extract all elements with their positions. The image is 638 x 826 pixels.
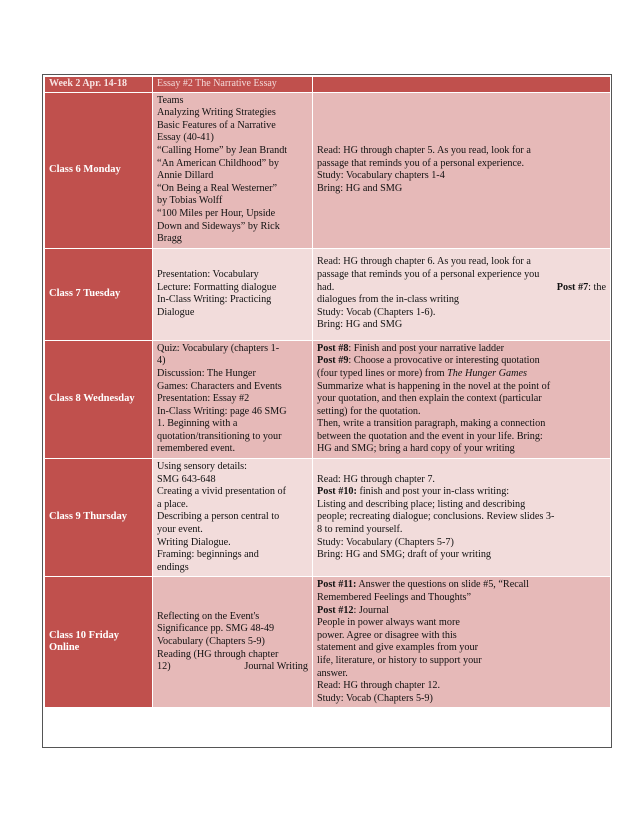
homework-line: passage that reminds you of a personal experience. [317,157,525,169]
activities-cell [153,92,313,248]
day-label: Class 8 Wednesday [45,340,153,458]
homework-line: passage that reminds you of a personal experience you [317,269,540,281]
activity-line: Annie Dillard [157,170,214,182]
homework-line: Read: HG through chapter 5. As you read, look for a [317,144,531,156]
activity-line: by Tobias Wolff [157,195,223,207]
header-empty-cell [313,77,611,93]
activity-line: your event. [157,524,203,536]
day-label: Class 9 Thursday [45,459,153,577]
homework-line [317,282,606,295]
homework-cell [313,92,611,248]
homework-line [317,355,606,368]
topic-label: Essay #2 The Narrative Essay [153,77,313,93]
post-text: : Finish and post your narrative ladder [348,342,505,354]
post-label: Post #7 [556,281,589,293]
homework-line [317,579,606,592]
activity-line: “An American Childhood” by [157,157,279,169]
activity-text: Journal Writing [244,661,308,673]
activity-line: quotation/transitioning to your [157,430,282,442]
activity-line: “Calling Home” by Jean Brandt [157,144,288,156]
class-6-row [45,92,611,248]
homework-line: dialogues from the in-class writing [317,294,460,306]
homework-text: had. [317,281,335,293]
activity-line: 1. Beginning with a [157,418,238,430]
activity-line: Framing: beginnings and [157,549,259,561]
homework-line: Bring: HG and SMG; draft of your writing [317,549,492,561]
activity-line: Reflecting on the Event's [157,610,260,622]
post-label: Post #8 [317,342,349,354]
activities-cell [153,577,313,708]
homework-line: statement and give examples from your [317,642,478,654]
book-title: The Hunger Games [447,367,527,379]
activity-line: Vocabulary (Chapters 5-9) [157,636,265,648]
activity-line: SMG 643-648 [157,473,216,485]
activity-line: Presentation: Essay #2 [157,393,250,405]
activity-line: 4) [157,355,166,367]
homework-line: Listing and describing place; listing and describing [317,498,526,510]
activity-line: endings [157,561,189,573]
post-text: : the [588,281,606,293]
homework-line: Study: Vocabulary chapters 1-4 [317,170,445,182]
header-row [45,77,611,93]
class-10-row [45,577,611,708]
activity-line: Analyzing Writing Strategies [157,107,276,119]
activities-cell [153,459,313,577]
activity-line: Bragg [157,233,182,245]
homework-cell [313,459,611,577]
homework-line [317,605,606,618]
activity-line: Using sensory details: [157,461,247,473]
activity-line: Presentation: Vocabulary [157,269,259,281]
post-label: Post #11: [317,579,357,591]
schedule-table [44,76,611,708]
post-text: (four typed lines or more) from [317,367,448,379]
homework-line [317,343,606,356]
day-label: Class 7 Tuesday [45,248,153,340]
homework-line [317,486,606,499]
homework-line: your quotation, and then explain the context (particular [317,393,542,405]
activity-line: Dialogue [157,306,195,318]
post-text: : Choose a provocative or interesting quotation [348,355,540,367]
homework-line: People in power always want more [317,617,460,629]
activity-line: Lecture: Formatting dialogue [157,281,277,293]
activity-line: In-Class Writing: Practicing [157,294,272,306]
activity-line: Teams [157,94,184,106]
homework-line: Then, write a transition paragraph, making a connection [317,418,546,430]
homework-line: setting) for the quotation. [317,405,421,417]
activity-line: Reading (HG through chapter [157,648,279,660]
post-7-tag [557,282,606,295]
week-label: Week 2 Apr. 14-18 [45,77,153,93]
activity-line: Down and Sideways” by Rick [157,220,280,232]
activity-line [157,661,308,674]
day-label: Class 6 Monday [45,92,153,248]
homework-line: Study: Vocabulary (Chapters 5-7) [317,536,454,548]
homework-line: HG and SMG; bring a hard copy of your writing [317,443,515,455]
activity-line: Quiz: Vocabulary (chapters 1- [157,342,280,354]
activity-line: Essay (40-41) [157,132,214,144]
activity-line: Writing Dialogue. [157,536,231,548]
homework-line: power. Agree or disagree with this [317,629,457,641]
homework-line: people; recreating dialogue; conclusions. Review slides 3- [317,511,555,523]
homework-line: between the quotation and the event in your life. Bring: [317,430,543,442]
activities-cell [153,248,313,340]
post-label: Post #10: [317,486,357,498]
activity-line: a place. [157,498,189,510]
activity-line: Basic Features of a Narrative [157,119,276,131]
post-label: Post #12 [317,604,354,616]
activity-line: “100 Miles per Hour, Upside [157,207,276,219]
homework-line: Study: Vocab (Chapters 5-9) [317,692,433,704]
post-text: finish and post your in-class writing: [356,486,510,498]
activity-line: “On Being a Real Westerner” [157,182,278,194]
homework-line: Read: HG through chapter 7. [317,473,435,485]
activity-text: 12) [157,661,171,673]
homework-line: Read: HG through chapter 12. [317,680,441,692]
class-9-row [45,459,611,577]
homework-line: answer. [317,667,348,679]
homework-line: Study: Vocab (Chapters 1-6). [317,306,436,318]
homework-line [317,368,606,381]
homework-line: Bring: HG and SMG [317,319,403,331]
activity-line: In-Class Writing: page 46 SMG [157,405,287,417]
class-8-row [45,340,611,458]
homework-line: life, literature, or history to support your [317,654,482,666]
homework-line: Summarize what is happening in the novel at the point of [317,380,551,392]
homework-line: 8 to remind yourself. [317,524,403,536]
day-label: Class 10 Friday Online [45,577,153,708]
homework-line: Remembered Feelings and Thoughts” [317,592,472,603]
post-text: : Journal [353,604,389,616]
activity-line: Discussion: The Hunger [157,367,256,379]
homework-line: Bring: HG and SMG [317,182,403,194]
activity-line: Significance pp. SMG 48-49 [157,623,275,635]
activity-line: Describing a person central to [157,511,280,523]
homework-cell [313,577,611,708]
activities-cell [153,340,313,458]
homework-line: Read: HG through chapter 6. As you read, look for a [317,256,531,268]
activity-line: remembered event. [157,443,236,455]
activity-line: Creating a vivid presentation of [157,486,287,498]
activity-line: Games: Characters and Events [157,380,282,392]
post-label: Post #9 [317,355,349,367]
class-7-row [45,248,611,340]
post-text: Answer the questions on slide #5, “Recall [356,579,529,591]
homework-cell [313,248,611,340]
homework-cell [313,340,611,458]
